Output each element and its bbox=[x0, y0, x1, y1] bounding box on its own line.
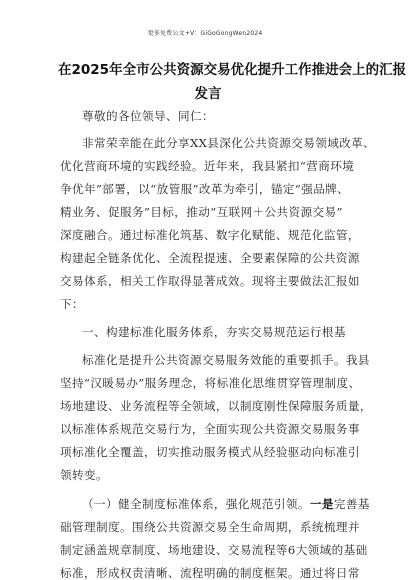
paragraph-1-line: 下： bbox=[60, 297, 84, 311]
paragraph-2-line: 领转变。 bbox=[60, 468, 108, 482]
paragraph-1-line: 优化营商环境的实践经验。近年来，我县紧扣“营商环境 bbox=[60, 159, 355, 173]
header-note: 更多免费公文+V：GiGoGongWen2024 bbox=[147, 30, 263, 37]
paragraph-1-line: 非常荣幸能在此分享XX县深化公共资源交易领域改革、 bbox=[82, 136, 376, 150]
paragraph-1-line: 争优年”部署，以“放管服”改革为牵引，锚定“强品牌、 bbox=[60, 182, 350, 196]
subheading-text: （一）健全制度标准体系，强化规范引领。 bbox=[82, 497, 310, 511]
paragraph-1-line: 构建起全链条优化、全流程提速、全要素保障的公共资源 bbox=[60, 251, 360, 265]
paragraph-2-line: 项标准化全覆盖，切实推动服务模式从经验驱动向标准引 bbox=[60, 445, 360, 459]
paragraph-1-line: 深度融合。通过标准化筑基、数字化赋能、规范化监管， bbox=[60, 228, 360, 242]
section-1-heading: 一、构建标准化服务体系，夯实交易规范运行根基 bbox=[82, 325, 346, 339]
paragraph-3-first-line bbox=[82, 496, 370, 512]
paragraph-3-line: 制定涵盖规章制度、场地建设、交易流程等6大领域的基础 bbox=[60, 543, 368, 557]
paragraph-2-line: 以标准体系规范交易行为，全面实现公共资源交易服务事 bbox=[60, 422, 360, 436]
paragraph-1-line: 交易体系，相关工作取得显著成效。现将主要做法汇报如 bbox=[60, 274, 360, 288]
paragraph-3-text: 完善基 bbox=[333, 497, 370, 511]
paragraph-3-line: 标准，形成权责清晰、流程明确的制度框架。通过将日常 bbox=[60, 566, 360, 580]
paragraph-3-line: 础管理制度。围绕公共资源交易全生命周期，系统梳理并 bbox=[60, 520, 360, 534]
paragraph-2-line: 坚持“汉暖易办”服务理念，将标准化思维贯穿管理制度、 bbox=[60, 376, 361, 390]
salutation: 尊敬的各位领导、同仁： bbox=[82, 109, 214, 123]
document-title-line-2: 发言 bbox=[194, 86, 222, 102]
paragraph-2-line: 标准化是提升公共资源交易服务效能的重要抓手。我县 bbox=[82, 353, 370, 367]
paragraph-2-line: 场地建设、业务流程等全领域，以制度刚性保障服务质量， bbox=[60, 399, 372, 413]
bold-marker: 一是 bbox=[309, 497, 334, 511]
document-title-line-1: 在2025年全市公共资源交易优化提升工作推进会上的汇报 bbox=[58, 62, 407, 78]
paragraph-1-line: 精业务、促服务”目标，推动“互联网＋公共资源交易” bbox=[60, 205, 343, 219]
